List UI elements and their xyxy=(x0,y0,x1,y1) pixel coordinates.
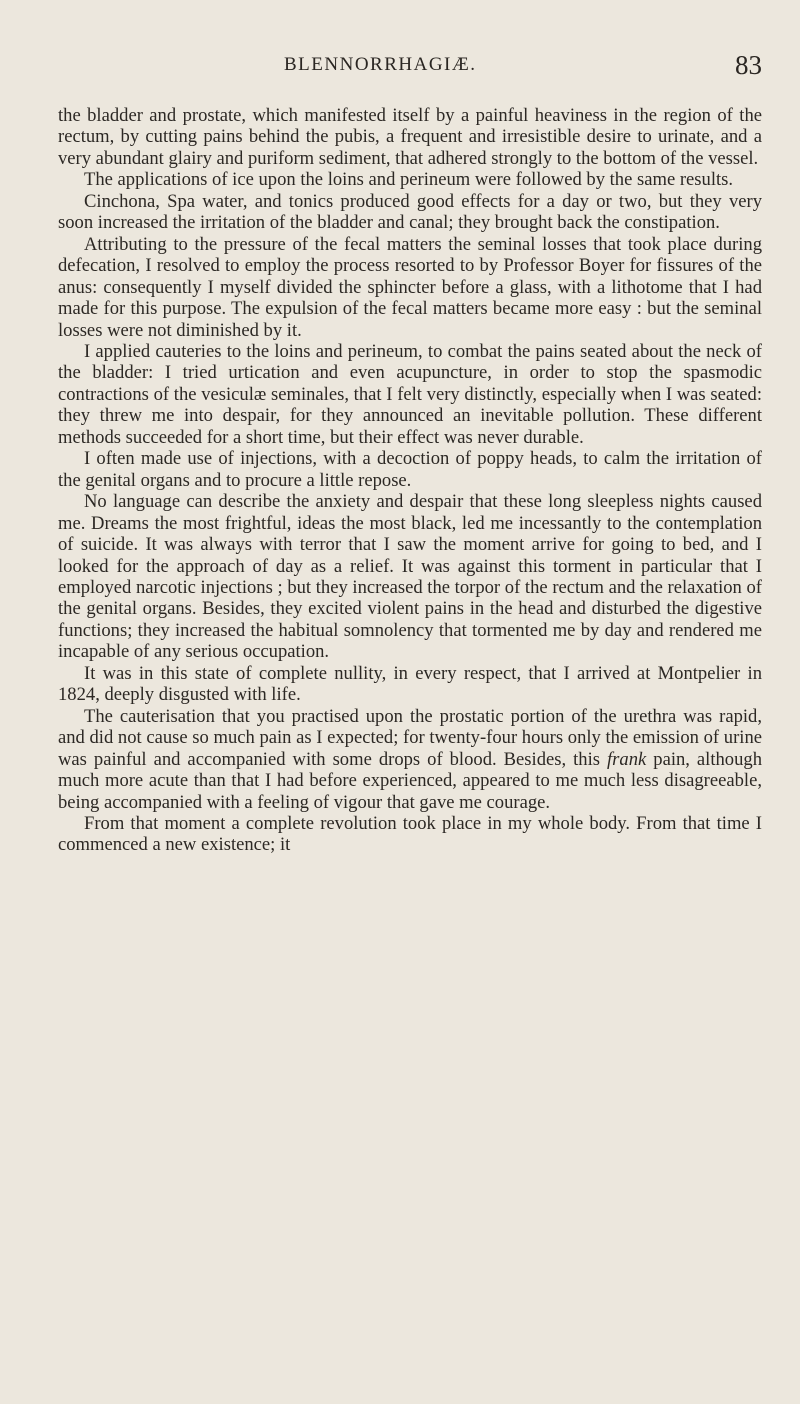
paragraph: Attributing to the pressure of the fecal matters the seminal losses that took place during defecation, I resolved to employ the process resorted to by Professor Boyer for fissures of the anus: consequently I myself divided the sphincter before a glass, with a lithotome that I had made for this purpose. The expulsion of the fecal matters became more easy : but the seminal losses were not diminished by it. xyxy=(58,233,762,341)
paragraph: It was in this state of complete nullity, in every respect, that I arrived at Montpelier in 1824, deeply disgusted with life. xyxy=(58,662,762,706)
running-title: BLENNORRHAGIÆ. xyxy=(284,54,477,75)
paragraph-text: pain, although much more acute than that I had before experienced, appeared to me much less disagreeable, being accompanied with a feeling of vigour that gave me courage. xyxy=(58,748,762,813)
paragraph: I applied cauteries to the loins and perineum, to combat the pains seated about the neck of the bladder: I tried urtication and even acupuncture, in order to stop the spasmodic contractions of the vesiculæ seminales, that I felt very distinctly, especially when I was seated: they threw me into despair, for they announced an inevitable pollution. These different methods succeeded for a short time, but their effect was never durable. xyxy=(58,340,762,448)
paragraph: The applications of ice upon the loins and perineum were followed by the same results. xyxy=(84,169,734,191)
body-text xyxy=(58,105,762,856)
paragraph: I often made use of injections, with a decoction of poppy heads, to calm the irritation of the genital organs and to procure a little repose. xyxy=(58,448,762,491)
paragraph: the bladder and prostate, which manifested itself by a painful heaviness in the region of the rectum, by cutting pains behind the pubis, a frequent and irresistible desire to urinate, and a very abundant glairy and puriform sediment, that adhered strongly to the bottom of the vessel. xyxy=(58,105,762,169)
paragraph: From that moment a complete revolution took place in my whole body. From that time I commenced a new existence; it xyxy=(58,812,762,856)
page-number: 83 xyxy=(735,50,762,80)
paragraph xyxy=(58,706,762,813)
paragraph-text: The cauterisation that you practised upon the prostatic portion of the urethra was rapid, and did not cause so much pain as I expected; for twenty-four hours only the emission of urine was painful and accompanied with some drops of blood. Besides, this xyxy=(58,705,762,770)
running-head xyxy=(58,50,762,94)
italic-word: frank xyxy=(607,748,647,770)
paragraph: Cinchona, Spa water, and tonics produced good effects for a day or two, but they very soon increased the irritation of the bladder and canal; they brought back the constipation. xyxy=(58,190,762,234)
paragraph: No language can describe the anxiety and despair that these long sleepless nights caused me. Dreams the most frightful, ideas the most black, led me incessantly to the contemplation of suicide. It was always with terror that I saw the moment arrive for going to bed, and I looked for the approach of day as a relief. It was against this torment in particular that I employed narcotic injections ; but they increased the torpor of the rectum and the relaxation of the genital organs. Besides, they excited violent pains in the head and disturbed the digestive functions; they increased the habitual somnolency that tormented me by day and rendered me incapable of any serious occupation. xyxy=(58,491,762,663)
